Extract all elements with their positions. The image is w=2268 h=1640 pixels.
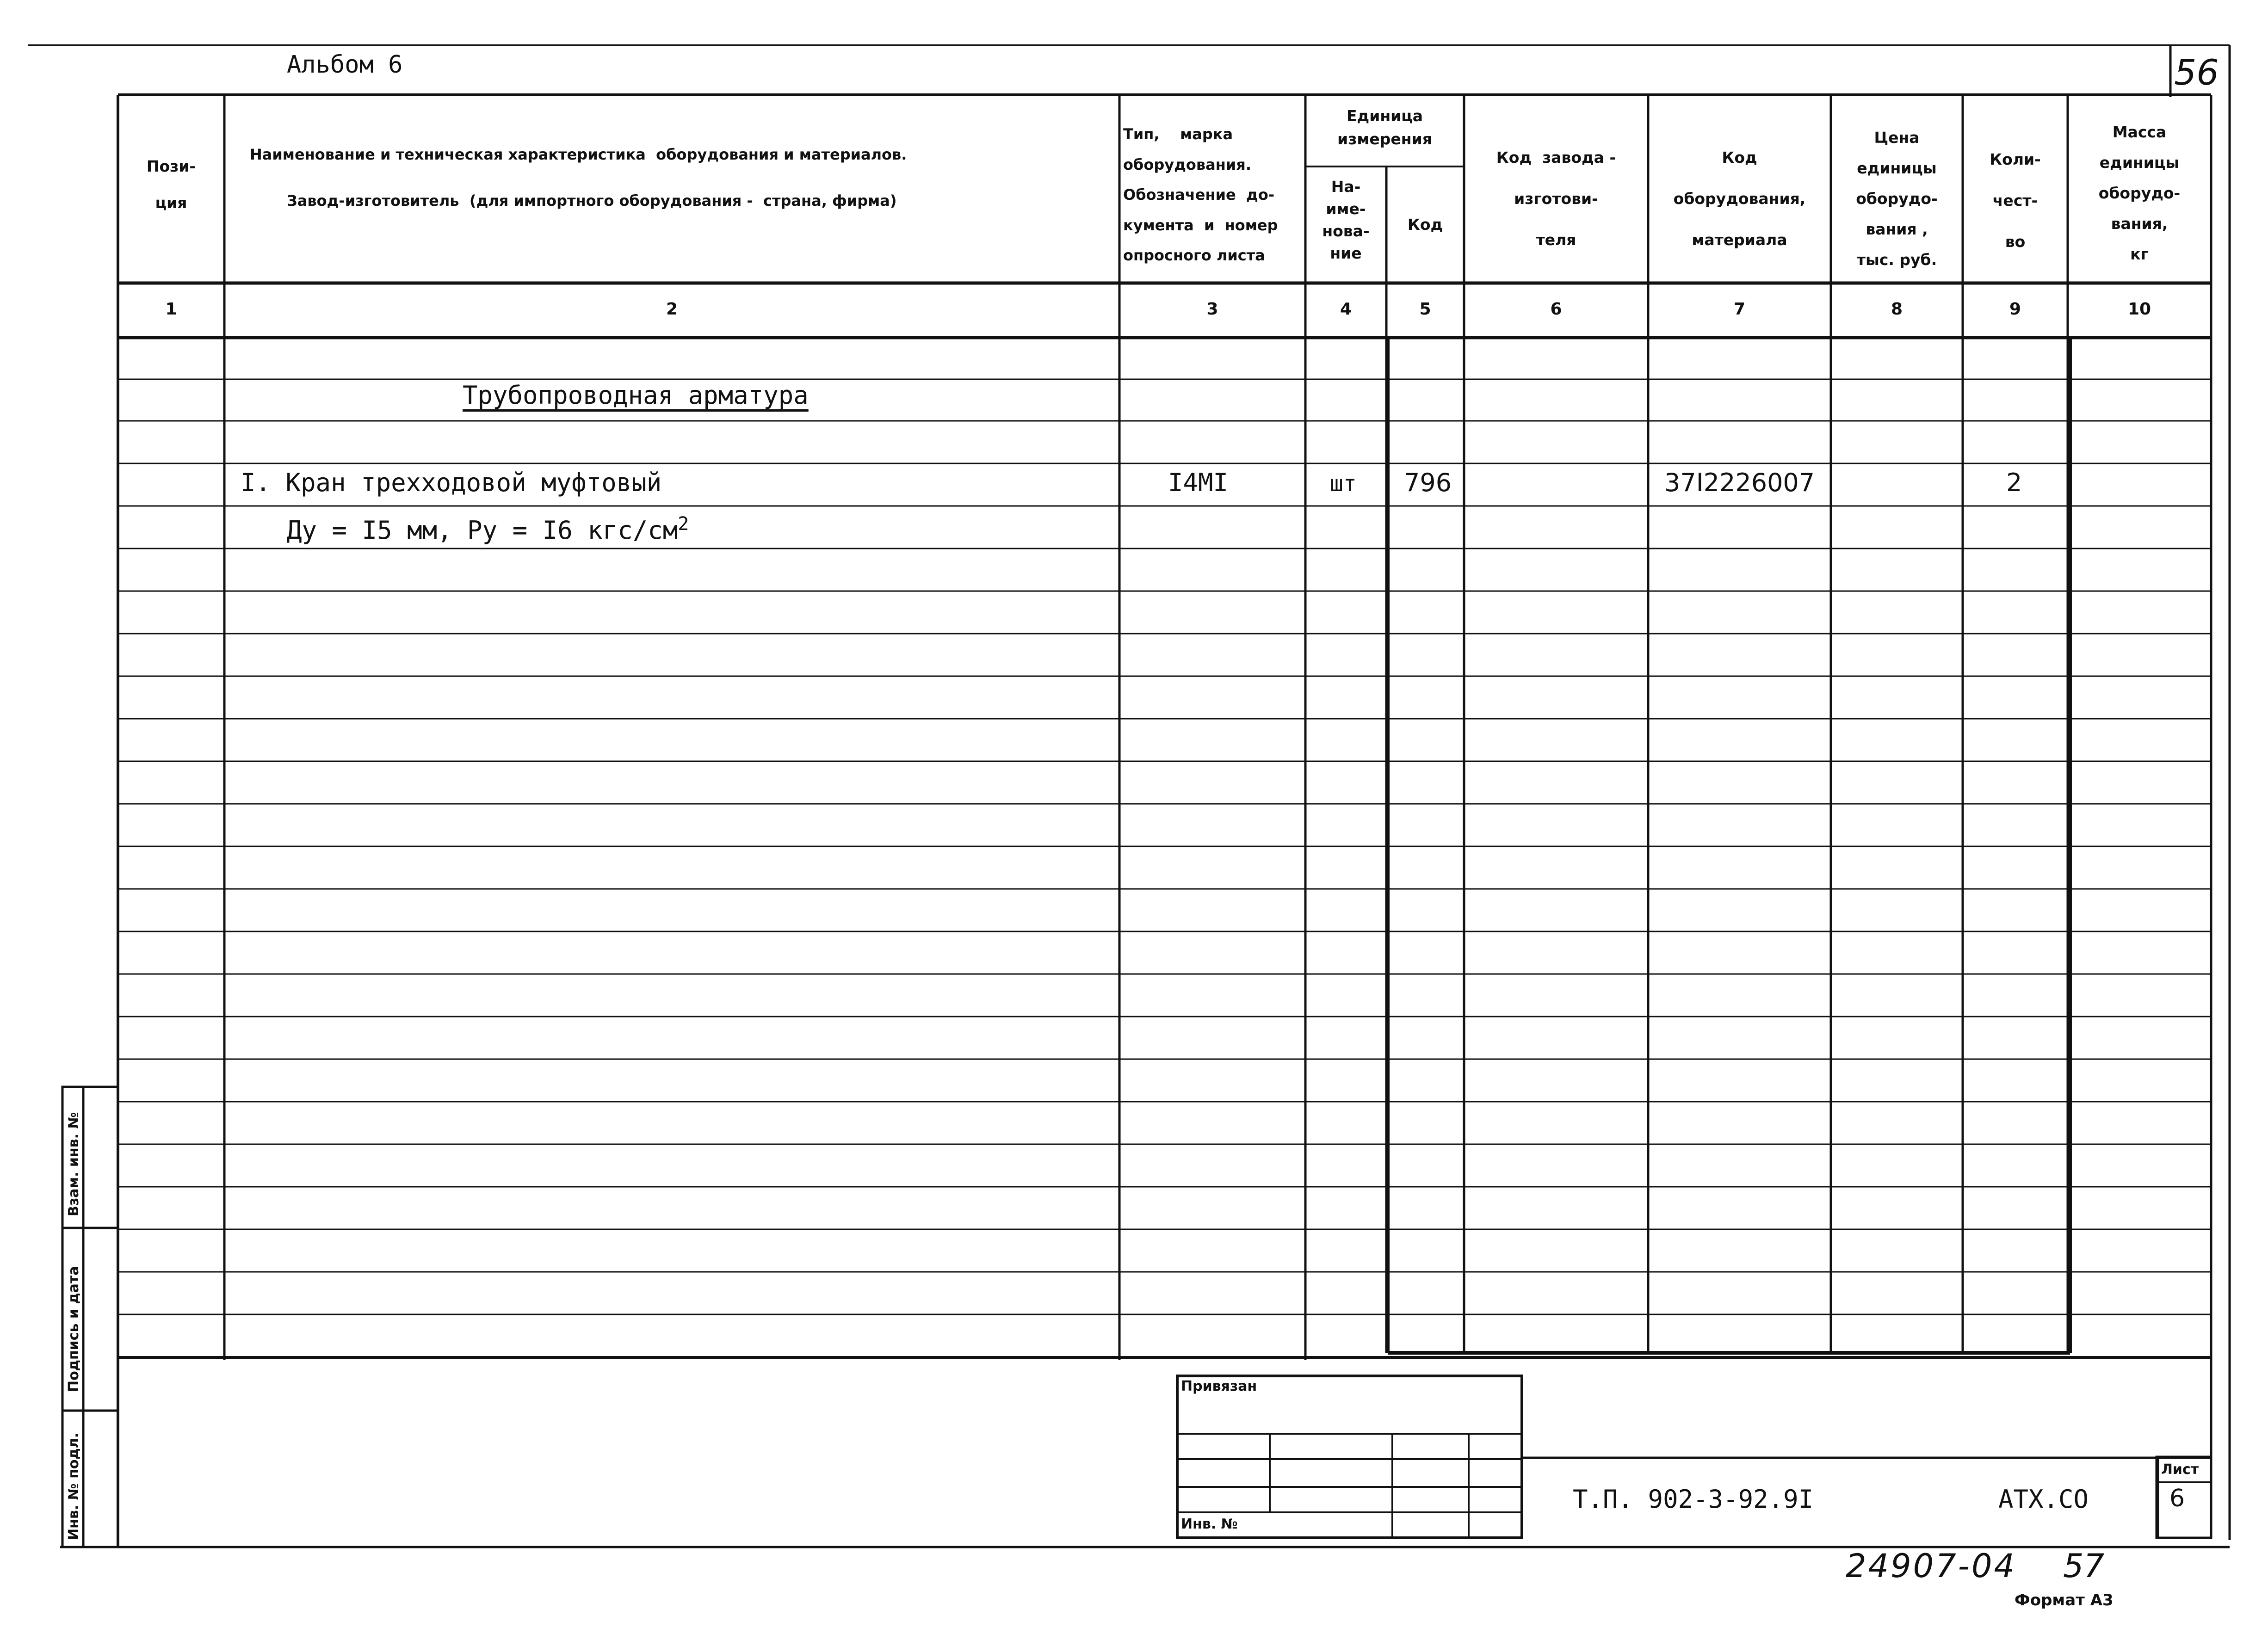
column-number-5: 5: [1419, 300, 1431, 319]
sheet-corner-number: 56: [2174, 52, 2219, 93]
header-type: Тип, марка оборудования. Обозначение до- кумента и номер опросного листа: [1123, 125, 1278, 265]
header-unit-code: Код: [1407, 216, 1443, 234]
column-number-9: 9: [2009, 300, 2021, 319]
item-quantity: 2: [2006, 468, 2022, 497]
album-title: Альбом 6: [287, 51, 403, 79]
item-unit-code: 796: [1404, 468, 1452, 497]
side-label-vzam-inv: Взам. инв. №: [66, 1112, 82, 1216]
column-number-3: 3: [1206, 300, 1218, 319]
header-position: Пози- ция: [146, 157, 196, 212]
archive-number: 24907-04: [1846, 1547, 2017, 1585]
column-number-2: 2: [666, 300, 678, 319]
column-number-1: 1: [165, 300, 177, 319]
footer-page: 57: [2063, 1547, 2105, 1585]
column-number-7: 7: [1733, 300, 1746, 319]
format-label: Формат А3: [2015, 1591, 2114, 1609]
header-unit-group: Единица измерения: [1337, 107, 1432, 148]
header-price: Цена единицы оборудо- вания , тыс. руб.: [1856, 129, 1938, 269]
doc-code: Т.П. 902-3-92.9I: [1573, 1485, 1814, 1514]
header-name-line2: Завод-изготовитель (для импортного оборудования - страна, фирма): [287, 192, 897, 210]
item-spec-exponent: 2: [678, 513, 689, 535]
header-factory-code: Код завода - изготови- теля: [1496, 148, 1616, 249]
side-label-podpis-data: Подпись и дата: [66, 1266, 82, 1392]
item-name: I. Кран трехходовой муфтовый: [241, 468, 662, 497]
header-unit-name: На- име- нова- ние: [1322, 178, 1370, 262]
side-label-inv-podl: Инв. № подл.: [66, 1432, 82, 1540]
inv-no-label: Инв. №: [1181, 1516, 1238, 1532]
item-spec-text: Ду = I5 мм, Ру = I6 кгс/см: [287, 516, 678, 545]
list-label: Лист: [2161, 1461, 2199, 1478]
header-name-line1: Наименование и техническая характеристика оборудования и материалов.: [250, 146, 907, 163]
section-title: Трубопроводная арматура: [463, 381, 809, 410]
column-number-10: 10: [2127, 300, 2151, 319]
item-unit-name: шт: [1330, 471, 1357, 497]
header-mass: Масса единицы оборудо- вания, кг: [2098, 123, 2181, 263]
privyazan-label: Привязан: [1181, 1378, 1257, 1394]
doc-mark: АТХ.СО: [1998, 1485, 2089, 1514]
header-quantity: Коли- чест- во: [1990, 150, 2041, 251]
item-type: I4MI: [1168, 468, 1229, 497]
item-spec: [287, 513, 689, 545]
list-number: 6: [2169, 1485, 2185, 1512]
header-equipment-code: Код оборудования, материала: [1673, 148, 1806, 249]
column-number-8: 8: [1891, 300, 1903, 319]
column-number-6: 6: [1550, 300, 1562, 319]
column-number-4: 4: [1340, 300, 1352, 319]
item-equipment-code: 37I2226007: [1664, 468, 1815, 497]
